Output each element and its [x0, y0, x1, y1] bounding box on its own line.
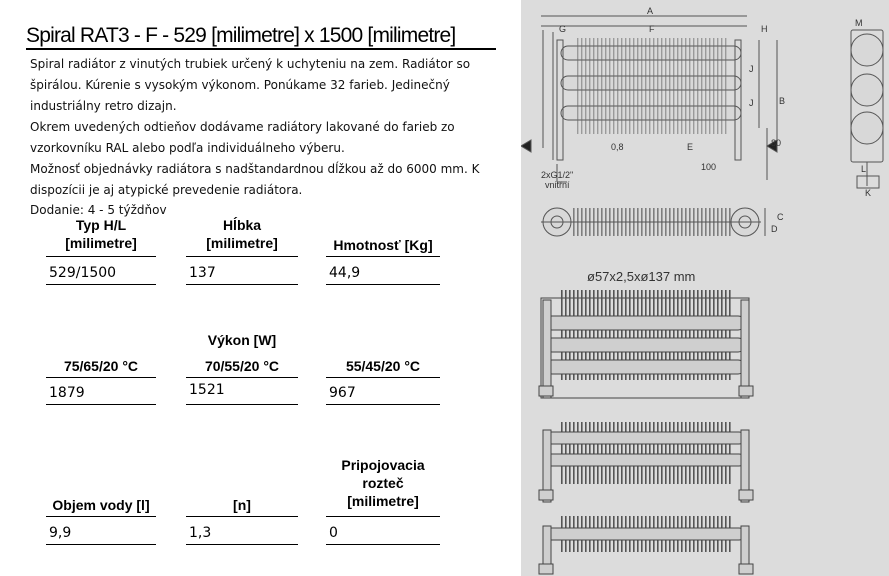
depth-value: 137: [189, 265, 216, 281]
dim-label: F: [649, 24, 655, 34]
divider: [186, 544, 298, 545]
radiator-illustration-3-row: [539, 290, 753, 398]
page-title: Spiral RAT3 - F - 529 [milimetre] x 1500 [milimetre]: [26, 24, 496, 50]
divider: [186, 404, 298, 405]
divider: [186, 284, 298, 285]
dim-label: A: [647, 6, 654, 16]
delivery-time: Dodanie: 4 - 5 týždňov: [30, 203, 167, 217]
connection-header-line1: Pripojovacia: [341, 457, 425, 473]
divider: [46, 516, 156, 517]
dim-label: J: [749, 98, 754, 108]
divider: [326, 256, 440, 257]
divider: [46, 284, 156, 285]
weight-value: 44,9: [329, 265, 361, 281]
divider: [186, 516, 298, 517]
water-volume-value: 9,9: [49, 525, 72, 541]
divider: [46, 544, 156, 545]
dim-label: L: [861, 164, 867, 174]
technical-drawing-panel: [521, 0, 889, 576]
dim-label: D: [771, 224, 778, 234]
dim-label: 80: [771, 138, 782, 148]
divider: [326, 516, 440, 517]
water-volume-header: Objem vody [l]: [52, 497, 150, 513]
connection-header-line3: [milimetre]: [347, 493, 419, 509]
divider: [326, 377, 440, 378]
type-value: 529/1500: [49, 265, 117, 281]
divider: [326, 544, 440, 545]
divider: [186, 377, 298, 378]
divider: [46, 256, 156, 257]
plan-view-drawing: [541, 208, 765, 236]
type-header-line1: Typ H/L: [75, 217, 127, 233]
weight-header: Hmotnosť [Kg]: [333, 237, 433, 253]
power-70-header: 70/55/20 °C: [204, 358, 280, 374]
type-header: [46, 216, 156, 252]
tube-spec: ø57x2,5xø137 mm: [587, 269, 696, 284]
dim-label: M: [855, 18, 863, 28]
dim-label: C: [777, 212, 784, 222]
dim-label: 100: [701, 162, 717, 172]
depth-header-line2: [milimetre]: [206, 235, 278, 251]
divider: [186, 256, 298, 257]
depth-header: [186, 216, 298, 252]
radiator-illustration-1-row: [539, 516, 753, 574]
description-paragraph: Spiral radiátor z vinutých trubiek určený k uchyteniu na zem. Radiátor so špirálou. Kúrenie s vysokým výkonom. Ponúkame 32 farieb. Jedinečný industriálny retro dizajn.: [30, 57, 471, 113]
dim-label: 0,8: [611, 142, 624, 152]
connection-value: 0: [329, 525, 338, 541]
divider: [326, 404, 440, 405]
power-75-header: 75/65/20 °C: [63, 358, 139, 374]
depth-header-line1: Hĺbka: [222, 217, 262, 233]
dim-label: E: [687, 142, 694, 152]
radiator-illustration-2-row: [539, 422, 753, 502]
divider: [326, 284, 440, 285]
dim-label: B: [779, 96, 786, 106]
power-header: Výkon [W]: [207, 332, 277, 348]
dim-label: K: [865, 188, 872, 198]
connection-header: [326, 456, 440, 510]
dim-label: G: [559, 24, 567, 34]
n-value: 1,3: [189, 525, 212, 541]
n-header: [n]: [233, 497, 251, 513]
dim-label: H: [761, 24, 768, 34]
description-paragraph: Okrem uvedených odtieňov dodávame radiátory lakované do farieb zo vzorkovníku RAL alebo podľa individuálneho výberu.: [30, 120, 455, 155]
connection-note: 2xG1/2": [541, 170, 574, 180]
divider: [46, 377, 156, 378]
dim-label: J: [749, 64, 754, 74]
connection-note: vnitřní: [545, 180, 570, 190]
technical-drawing: [521, 0, 889, 576]
description-paragraph: Možnosť objednávky radiátora s nadštandardnou dĺžkou až do 6000 mm. K dispozícii je aj atypické prevedenie radiátora.: [30, 162, 480, 197]
power-70-value: 1521: [189, 382, 225, 398]
divider: [46, 404, 156, 405]
power-55-value: 967: [329, 385, 356, 401]
power-75-value: 1879: [49, 385, 85, 401]
power-55-header: 55/45/20 °C: [345, 358, 421, 374]
type-header-line2: [milimetre]: [65, 235, 137, 251]
product-description: [30, 54, 490, 201]
connection-header-line2: rozteč: [362, 475, 404, 491]
